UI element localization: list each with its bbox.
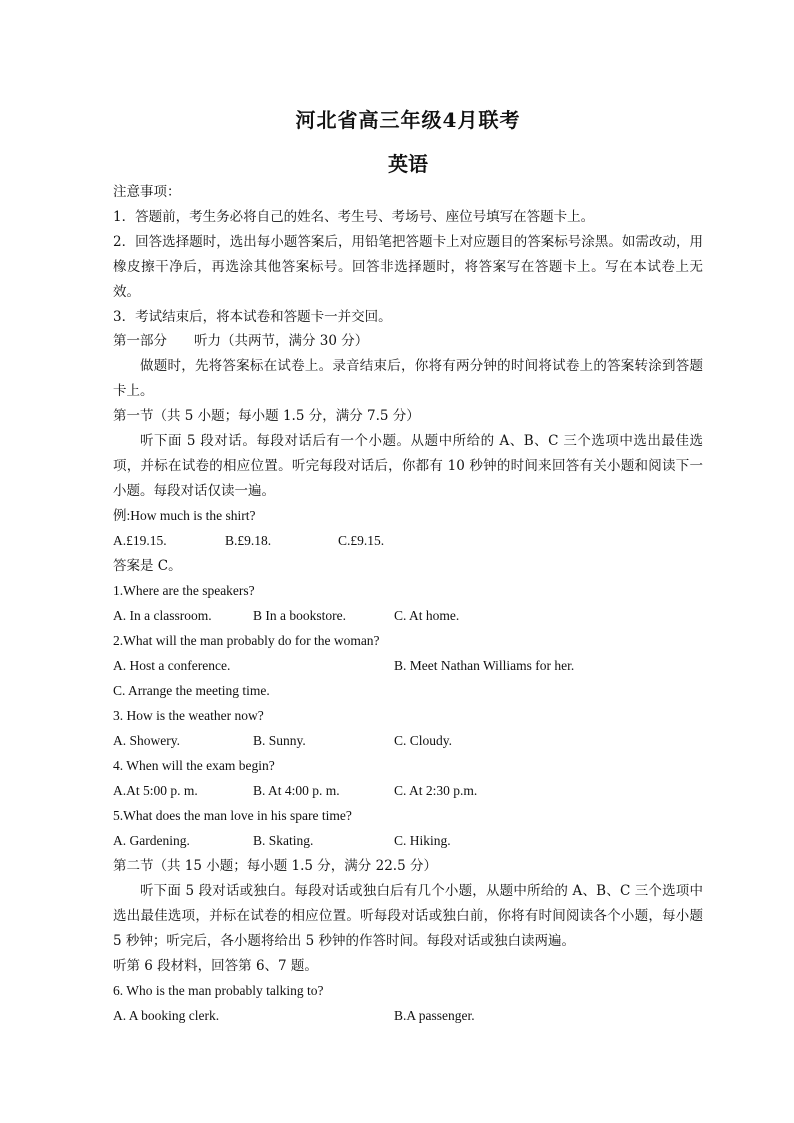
q6-option-b: B.A passenger. [394, 1008, 475, 1023]
subject-title: 英语 [388, 152, 428, 176]
exam-title: 河北省高三年级4月联考 [295, 108, 521, 132]
q3-option-a: A. Showery. [113, 733, 180, 748]
example-option-b: B.£9.18. [225, 533, 272, 548]
example-question: 例:How much is the shirt? [113, 508, 256, 523]
q1-option-a: A. In a classroom. [113, 608, 212, 623]
question-1: 1.Where are the speakers? [113, 583, 255, 598]
q4-option-c: C. At 2:30 p.m. [394, 783, 478, 798]
question-2: 2.What will the man probably do for the woman? [113, 633, 380, 648]
q2-option-c: C. Arrange the meeting time. [113, 683, 270, 698]
question-5: 5.What does the man love in his spare time? [113, 808, 352, 823]
q5-option-c: C. Hiking. [394, 833, 451, 848]
q5-option-a: A. Gardening. [113, 833, 190, 848]
section2-heading: 第二节（共 15 小题；每小题 1.5 分，满分 22.5 分） [113, 858, 437, 874]
question-4: 4. When will the exam begin? [113, 758, 275, 773]
section1-instruction: 听下面 5 段对话。每段对话后有一个小题。从题中所给的 A、B、C 三个选项中选出最佳选项，并标在试卷的相应位置。听完每段对话后，你都有 10 秒钟的时间来回答有关小题和阅读下一小题。每段对话仅读一遍。 [113, 433, 703, 499]
example-answer: 答案是 C。 [113, 558, 182, 574]
notes-heading: 注意事项： [113, 184, 181, 200]
question-6: 6. Who is the man probably talking to? [113, 983, 324, 998]
q4-option-a: A.At 5:00 p. m. [113, 783, 198, 798]
q6-option-a: A. A booking clerk. [113, 1008, 220, 1023]
part1-intro: 做题时，先将答案标在试卷上。录音结束后，你将有两分钟的时间将试卷上的答案转涂到答题卡上。 [113, 358, 703, 399]
notes-item-2: 2．回答选择题时，选出每小题答案后，用铅笔把答题卡上对应题目的答案标号涂黑。如需改动，用橡皮擦干净后，再选涂其他答案标号。回答非选择题时，将答案写在答题卡上。写在本试卷上无效。 [113, 234, 703, 300]
notes-item-1: 1．答题前，考生务必将自己的姓名、考生号、考场号、座位号填写在答题卡上。 [113, 209, 595, 225]
q3-option-b: B. Sunny. [253, 733, 306, 748]
q3-option-c: C. Cloudy. [394, 733, 453, 748]
question-3: 3. How is the weather now? [113, 708, 264, 723]
q1-option-c: C. At home. [394, 608, 460, 623]
q2-option-a: A. Host a conference. [113, 658, 231, 673]
example-option-a: A.£19.15. [113, 533, 167, 548]
example-option-c: C.£9.15. [338, 533, 385, 548]
material-6-instruction: 听第 6 段材料，回答第 6、7 题。 [113, 958, 318, 974]
section2-instruction: 听下面 5 段对话或独白。每段对话或独白后有几个小题，从题中所给的 A、B、C 三个选项中选出最佳选项，并标在试卷的相应位置。听每段对话或独白前，你将有时间阅读各个小题，每小题 5 秒钟；听完后，各小题将给出 5 秒钟的作答时间。每段对话或独白读两遍。 [113, 883, 703, 949]
q1-option-b: B In a bookstore. [253, 608, 346, 623]
section1-heading: 第一节（共 5 小题；每小题 1.5 分，满分 7.5 分） [113, 408, 420, 424]
notes-item-3: 3．考试结束后，将本试卷和答题卡一并交回。 [113, 309, 392, 325]
q5-option-b: B. Skating. [253, 833, 314, 848]
q2-option-b: B. Meet Nathan Williams for her. [394, 658, 575, 673]
q4-option-b: B. At 4:00 p. m. [253, 783, 340, 798]
part1-heading: 第一部分 听力（共两节，满分 30 分） [113, 333, 369, 349]
